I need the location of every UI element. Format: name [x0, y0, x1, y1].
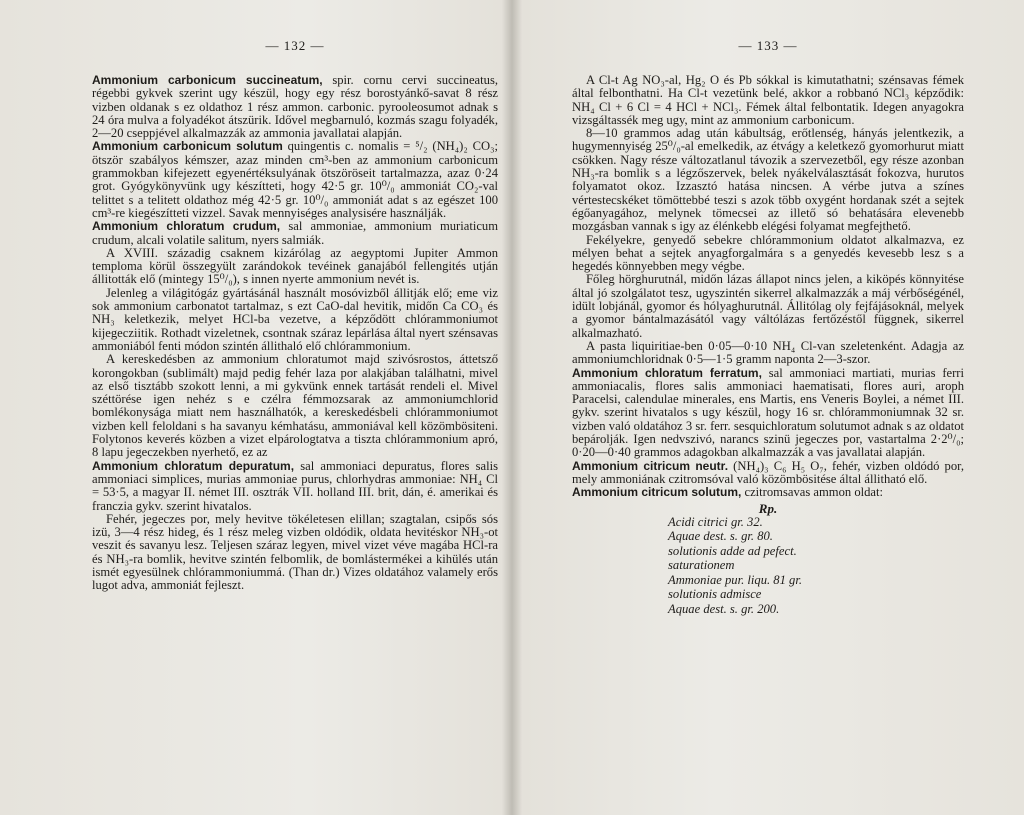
prescription-line: Aquae dest. s. gr. 80.	[668, 529, 773, 544]
page-body	[572, 74, 964, 616]
paragraph	[92, 353, 498, 459]
entry-heading: Ammonium chloratum ferratum,	[572, 365, 762, 380]
paragraph	[92, 247, 498, 287]
paragraph-text: sal ammoniaci depuratus, flores salis ammoniaci simplices, murias ammoniae purus, chlorhydras ammoniae: NH₄ Cl = 53·5, a magyar II. német III. osztrák VII. holland III. brit, dán, é. amerikai és franczia gykv. szerint hivatalos.	[92, 458, 499, 513]
paragraph-text: A pasta liquiritiae-ben 0·05—0·10 NH₄ Cl-van szeletenként. Adagja az ammoniumchloridnak 0·5—1·5 gramm naponta 2—3-szor.	[572, 338, 964, 367]
paragraph	[572, 340, 964, 367]
page-number: — 132 —	[265, 38, 325, 53]
entry-heading: Ammonium citricum neutr.	[572, 458, 729, 473]
paragraph	[92, 140, 498, 220]
paragraph-text: quingentis c. nomalis = ⁵/₂ (NH₄)₂ CO₃; ötször szabályos kémszer, azaz minden cm³-ben az ammonium carbonicum grammokban kifejezett egyenértéksulyának ötszöröseit tartalmazza, azaz 0·24 grot. Gyógykönyvünk ugy készítteti, hogy 42·5 gr. 10⁰/₀ ammoniát CO₂-val telittet s a telitett oldathoz még 42·5 gr. 10⁰/₀ ammoniát adat s az egészet 100 cm³-re kiegészítteti vizzel. Savak mennyiséges analysisére használják.	[92, 139, 498, 220]
paragraph-text: A XVIII. századig csaknem kizárólag az aegyptomi Jupiter Ammon temploma körül összegyült zarándokok tevéinek ganajából fellengités utján állitották elő (mintegy 15⁰/₀), s innen nyerte ammonium nevét is.	[92, 245, 498, 287]
entry-heading: Ammonium carbonicum solutum	[92, 139, 283, 154]
prescription	[572, 502, 964, 617]
paragraph-text: A kereskedésben az ammonium chloratumot majd szivósrostos, áttetsző korongokban (sublimált) majd pedig fehér laza por alakjában találhatni, mivel az első tisztább szokott lenni, a mi gykvünk ennek tartását rendeli el. Mivel széttörése igen nehéz s e czélra fémmozsarak az ammoniumchlorid bomlékonysága miatt nem használhatók, a kereskedésbeli chlórammoniumot vizben kell feloldani s ha savanyu kémhatásu, ammoniával kell közömbösiteni. Folytonos keverés közben a vizet elpárologtatva a tiszta chlórammonium apró, 8 lapu jegeczekben nyerhető, ez az	[92, 352, 498, 460]
paragraph-text: Fekélyekre, genyedő sebekre chlórammonium oldatot alkalmazva, ez mélyen behat a sejtek anyagforgalmára s a genyedés kevesebb lesz s a hegedés könnyebben megy végbe.	[572, 232, 964, 274]
page-number: — 133 —	[738, 38, 798, 53]
entry-heading: Ammonium carbonicum succineatum,	[92, 73, 323, 87]
paragraph	[92, 287, 498, 353]
prescription-line: solutionis adde ad pefect.	[668, 543, 797, 558]
paragraph-text: spir. cornu cervi succineatus, régebbi gykvek szerint ugy készül, hogy egy rész borostyánkő-savat 8 rész vizben oldanak s ez oldathoz 1 rész ammon. carbonic. pyrooleosumot adnak s 24 óra mulva a folyadékot átszürik. Idővel megbarnuló, kozmás szagu folyadék, 2—20 cseppjével alkalmazzák az ammonia javallatai alapján.	[92, 73, 498, 141]
paragraph-text: sal ammoniae, ammonium muriaticum crudum, alcali volatile salitum, nyers salmiák.	[92, 219, 498, 247]
paragraph-text: czitromsavas ammon oldat:	[741, 485, 884, 500]
paragraph	[572, 127, 964, 233]
paragraph-text: Jelenleg a világitógáz gyártásánál használt mosóvizből állitják elő; eme viz sok ammonium carbonatot tartalmaz, s ezt CaO-dal hevitik, midőn Ca CO₃ és NH₃ keletkezik, melyet HCl-ba vezetve, a képződött chlórammoniumot kijegecziitik. Rothadt vizeletnek, csontnak száraz lepárlása által nyert szénsavas ammoniából fenti módon szintén állithaló elő chlórammonium.	[92, 285, 498, 353]
entry-heading: Ammonium citricum solutum,	[572, 485, 742, 500]
paragraph	[92, 460, 498, 513]
paragraph	[572, 234, 964, 274]
paragraph	[92, 220, 498, 247]
right-page	[512, 0, 1024, 815]
paragraph	[572, 486, 964, 499]
page-body	[92, 74, 498, 593]
entry-heading: Ammonium chloratum depuratum,	[92, 458, 295, 473]
paragraph	[92, 74, 498, 140]
paragraph	[572, 367, 964, 460]
prescription-line: solutionis admisce	[668, 587, 762, 602]
paragraph-text: (NH₄)₃ C₆ H₅ O₇, fehér, vizben oldódó por, mely ammoniának czitromsóval való közömbösitése által állitható elő.	[572, 458, 964, 486]
paragraph-text: A Cl-t Ag NO₃-al, Hg₂ O és Pb sókkal is kimutathatni; szénsavas fémek által felbonthatni. Ha Cl-t vezetünk belé, akkor a robbanó NCl₃ képződik: NH₄ Cl + 6 Cl = 4 HCl + NCl₃. Fémek által felbontatik. Idegen anyagokra vizsgáltassék meg ugy, mint az ammonium carbonicum.	[572, 73, 964, 127]
prescription-line: Acidi citrici gr. 32.	[668, 514, 763, 529]
paragraph-text: Fehér, jegeczes por, mely hevitve tökéletesen elillan; szagtalan, csipős sós izü, 3—4 rész hideg, és 1 rész meleg vizben oldódik, oldata hevitéskor NH₃-ot veszit és savanyu lesz. Teljesen száraz legyen, mivel vizet véve magába HCl-ra és NH₃-ra bomlik, hevitve szintén felbomlik, de bomlástermékei a kihülés után ismét egyesülnek chlórammoniummá. (Than dr.) Vizes oldatához valamely erős lugot adva, ammoniát fejleszt.	[92, 511, 498, 593]
paragraph	[572, 273, 964, 339]
paragraph	[572, 460, 964, 487]
prescription-line: Aquae dest. s. gr. 200.	[668, 601, 780, 616]
prescription-rp: Rp.	[758, 500, 778, 516]
paragraph-text: Főleg hörghurutnál, midőn lázas állapot nincs jelen, a kiköpés könnyitése által jó szolgálatot tesz, ugyszintén sikerrel alkalmazzák a máj vérbőségénél, idült lobjánál, gyomor és hólyaghurutnál. Állitólag oly fejfájásoknál, melyek a gyomor bántalmazásától vagy váltólázas fertőzéstől függnek, sikerrel alkalmazható.	[572, 272, 964, 340]
entry-heading: Ammonium chloratum crudum,	[92, 219, 281, 234]
prescription-line: Ammoniae pur. liqu. 81 gr.	[668, 572, 802, 587]
prescription-line: saturationem	[668, 558, 735, 573]
paragraph	[572, 74, 964, 127]
paragraph	[92, 513, 498, 593]
paragraph-text: 8—10 grammos adag után kábultság, erőtlenség, hányás jelentkezik, a hugymennyiség 25⁰/₀-al emelkedik, az étvágy a keletkező gyomorhurut miatt csökken. Nagy része változatlanul távozik a szervezetből, egy része azonban NH₃-ra bomlik s a légzőszervek, belek nyákelválasztását fokozva, hurutos folyamatot okoz. Izzasztó hatása nincsen. A vérbe jutva a színes vértestecskéket tömöttebbé teszi s azok több oxygént hordanak szét a sejtek égőanyagához, melynek tömecsei az illető só behatására elevenebb mozgásban vannak s igy az élénkebb elégési folyamat megfejthető.	[572, 126, 964, 234]
paragraph-text: sal ammoniaci martiati, murias ferri ammoniacalis, flores salis ammoniaci haematisati, flores auri, aroph Paracelsi, calendulae minerales, ens Martis, ens Veneris Boylei, a német III. gykv. szerint hivatalos s ugy készül, hogy 16 sr. chlórammoniumnak 32 sr. vizben való oldatához 3 sr. ferr. sesquichloratum solutumot adnak s az oldatot bepárolják. Igen nedvszivó, narancs szinü jegeczes por, vastartalma 2·2⁰/₀; 0·20—0·40 grammos adagokban alkalmazzák a vas javallatai alapján.	[572, 365, 964, 460]
